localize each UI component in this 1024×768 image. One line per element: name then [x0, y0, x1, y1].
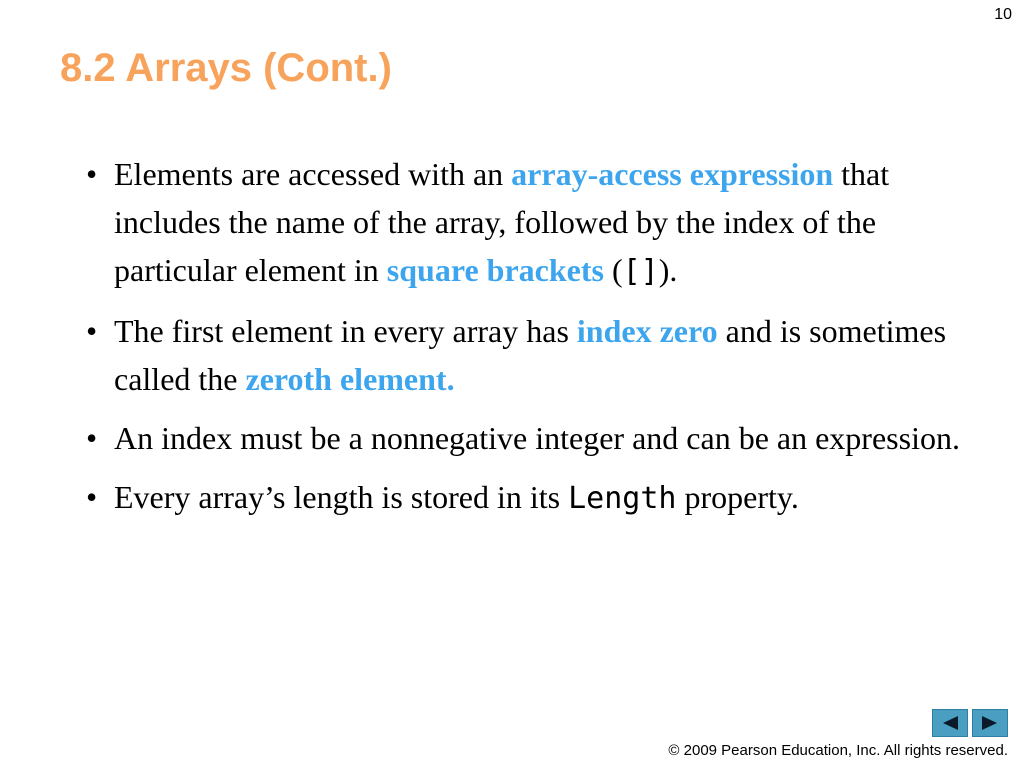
slide-navigation — [932, 709, 1008, 737]
keyword-term: array-access expression — [511, 156, 834, 192]
bullet-list — [86, 150, 996, 534]
bullet-marker: • — [86, 479, 98, 515]
keyword-term: index zero — [576, 313, 718, 349]
slide-title: 8.2 Arrays (Cont.) — [60, 46, 392, 90]
bullet-item — [86, 473, 996, 523]
bullet-text: ( — [603, 252, 623, 288]
previous-slide-button[interactable] — [932, 709, 968, 737]
bullet-marker: • — [86, 420, 98, 456]
bullet-text: ). — [658, 252, 678, 288]
bullet-text: An index must be a nonnegative integer and can be an expression. — [114, 420, 960, 456]
bullet-item — [86, 307, 996, 403]
triangle-right-icon — [980, 714, 1000, 732]
code-term: Length — [568, 481, 677, 516]
bullet-marker: • — [86, 156, 98, 192]
copyright-footer: © 2009 Pearson Education, Inc. All rights reserved. — [668, 742, 1008, 759]
page-number: 10 — [994, 6, 1012, 23]
bullet-item — [86, 414, 996, 462]
next-slide-button[interactable] — [972, 709, 1008, 737]
bullet-item — [86, 150, 996, 296]
bullet-text: Elements are accessed with an — [114, 156, 512, 192]
keyword-term: square brackets — [386, 252, 604, 288]
triangle-left-icon — [940, 714, 960, 732]
bullet-text: property. — [676, 479, 799, 515]
bullet-text: that includes the name of the array, followed by the index of the particular element in — [114, 156, 890, 288]
bullet-text: The first element in every array has — [114, 313, 577, 349]
keyword-term: zeroth element. — [245, 361, 455, 397]
bullet-text: and is sometimes called the — [114, 313, 947, 397]
code-term: [] — [622, 254, 659, 289]
bullet-text: Every array’s length is stored in its — [114, 479, 569, 515]
bullet-marker: • — [86, 313, 98, 349]
